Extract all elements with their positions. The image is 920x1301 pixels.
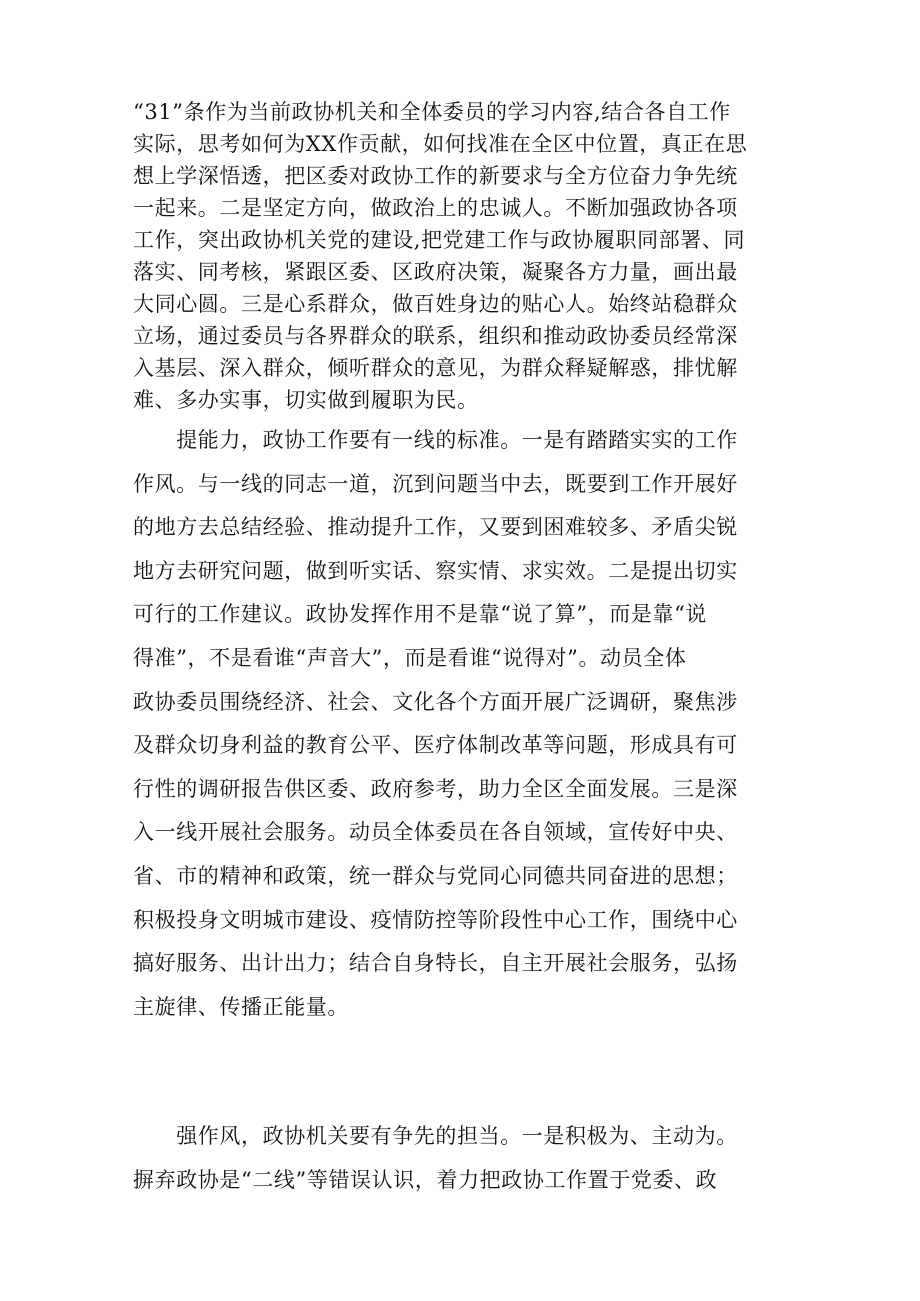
text-line: 及群众切身利益的教育公平、医疗体制改革等问题，形成具有可 [133,733,738,758]
text-line: 落实、同考核，紧跟区委、区政府决策，凝聚各方力量，画出最 [133,260,738,284]
text-line: 摒弃政协是“二线”等错误认识，着力把政协工作置于党委、政 [133,1167,718,1192]
text-line: 想上学深悟透，把区委对政协工作的新要求与全方位奋力争先统 [133,164,738,188]
text-line: “31”条作为当前政协机关和全体委员的学习内容,结合各自工作 [133,100,731,124]
paragraph-2 [133,419,793,1029]
text-line: 提能力，政协工作要有一线的标准。一是有踏踏实实的工作 [133,428,738,452]
text-line: 立场，通过委员与各界群众的联系，组织和推动政协委员经常深 [133,324,738,348]
text-line: 可行的工作建议。政协发挥作用不是靠“说了算”，而是靠“说 [133,602,708,627]
text-line: 省、市的精神和政策，统一群众与党同心同德共同奋进的思想； [133,863,738,888]
text-line: 工作，突出政协机关党的建设,把党建工作与政协履职同部署、同 [133,228,746,252]
text-line: 政协委员围绕经济、社会、文化各个方面开展广泛调研，聚焦涉 [133,689,738,714]
text-line: 实际，思考如何为XX作贡献，如何找准在全区中位置，真正在思 [133,132,748,156]
text-line: 强作风，政协机关要有争先的担当。一是积极为、主动为。 [133,1124,738,1148]
text-line: 得准”，不是看谁“声音大”，而是看谁“说得对”。动员全体 [133,645,687,670]
text-line: 一起来。二是坚定方向，做政治上的忠诚人。不断加强政协各项 [133,196,738,220]
text-line: 主旋律、传播正能量。 [133,994,349,1019]
paragraph-1 [133,96,793,416]
text-line: 大同心圆。三是心系群众，做百姓身边的贴心人。始终站稳群众 [133,292,738,316]
text-line: 入一线开展社会服务。动员全体委员在各自领域，宣传好中央、 [133,820,738,845]
text-line: 搞好服务、出计出力；结合自身特长，自主开展社会服务，弘扬 [133,951,738,976]
text-line: 地方去研究问题，做到听实话、察实情、求实效。二是提出切实 [133,558,738,583]
text-line: 作风。与一线的同志一道，沉到问题当中去，既要到工作开展好 [133,471,738,496]
text-line: 行性的调研报告供区委、政府参考，助力全区全面发展。三是深 [133,776,738,801]
text-line: 的地方去总结经验、推动提升工作，又要到困难较多、矛盾尖锐 [133,515,738,540]
text-line: 入基层、深入群众，倾听群众的意见，为群众释疑解惑，排忧解 [133,356,738,380]
text-line: 积极投身文明城市建设、疫情防控等阶段性中心工作，围绕中心 [133,907,738,932]
paragraph-3 [133,1115,793,1202]
text-line: 难、多办实事，切实做到履职为民。 [133,388,479,412]
